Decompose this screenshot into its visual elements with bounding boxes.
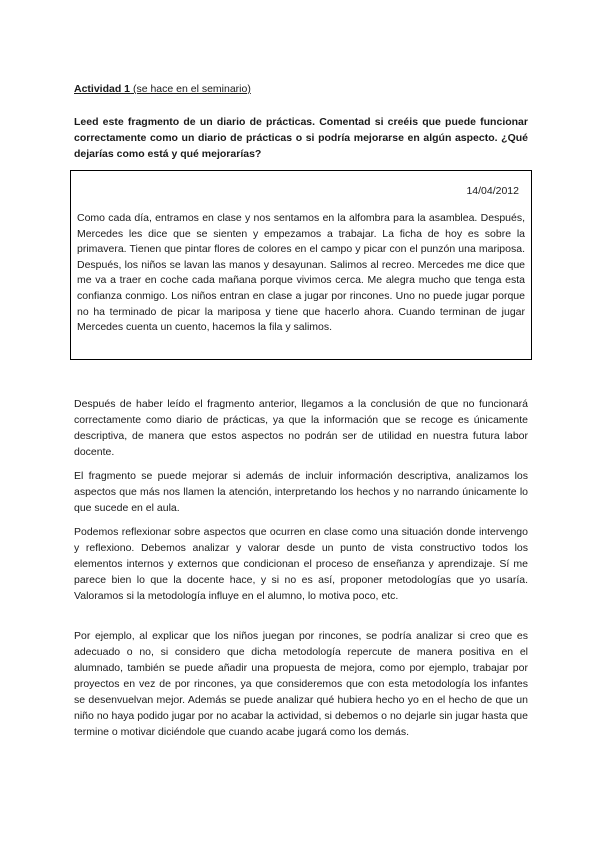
diary-text: Como cada día, entramos en clase y nos sentamos en la alfombra para la asamblea. Después, Mercedes les dice que se sienten y empezamos a trabajar. La ficha de hoy es sobre la primavera. Tienen que pintar flores de colores en el campo y picar con el punzón una mariposa. Después, los niños se lavan las manos y desayunan. Salimos al recreo. Mercedes me dice que me va a traer en coche cada mañana porque vivimos cerca. Me alegra mucho que tenga esta confianza conmigo. Los niños entran en clase a jugar por rincones. Uno no puede jugar porque no ha terminado de picar la mariposa y tiene que hacerlo ahora. Cuando terminan de jugar Mercedes cuenta un cuento, hacemos la fila y salimos. bbox=[77, 212, 525, 334]
body-paragraph: Por ejemplo, al explicar que los niños juegan por rincones, se podría analizar si creo que es adecuado o no, si considero que dicha metodología repercute de manera positiva en el alumnado, también se puede añadir una propuesta de mejora, como por ejemplo, trabajar por proyectos en vez de por rincones, ya que consideremos que con esta metodología los infantes se desenvuelvan mejor. Además se puede analizar qué hubiera hecho yo en el hecho de que un niño no haya podido jugar por no acabar la actividad, si debemos o no dejarle sin jugar hasta que termine o motivar diciéndole que cuando acabe jugará como los demás. bbox=[74, 630, 528, 738]
body-paragraph: Podemos reflexionar sobre aspectos que ocurren en clase como una situación donde intervengo y reflexiono. Debemos analizar y valorar desde un punto de vista constructivo todos los elementos internos y externos que condicionan el proceso de enseñanza y aprendizaje. Sí me parece bien lo que la docente hace, y si no es así, proponer metodologías que yo usaría. Valoramos si la metodología influye en el alumno, lo motiva poco, etc. bbox=[74, 526, 528, 602]
body-paragraph: Después de haber leído el fragmento anterior, llegamos a la conclusión de que no funcionará correctamente como diario de prácticas, ya que la información que se recoge es únicamente descriptiva, de manera que estos aspectos no podrán ser de utilidad en nuestra futura labor docente. bbox=[74, 398, 528, 458]
activity-label: Actividad 1 bbox=[74, 83, 131, 95]
activity-heading bbox=[74, 82, 251, 96]
body-paragraph: El fragmento se puede mejorar si además de incluir información descriptiva, analizamos los aspectos que más nos llamen la atención, interpretando los hechos y no narrando únicamente lo que sucede en el aula. bbox=[74, 470, 528, 514]
activity-prompt: Leed este fragmento de un diario de prácticas. Comentad si creéis que puede funcionar correctamente como un diario de prácticas o si podría mejorarse en algún aspecto. ¿Qué dejarías como está y qué mejorarías? bbox=[74, 116, 528, 160]
activity-note: (se hace en el seminario) bbox=[130, 83, 251, 95]
diary-fragment-box bbox=[70, 170, 532, 360]
diary-date: 14/04/2012 bbox=[466, 185, 519, 197]
